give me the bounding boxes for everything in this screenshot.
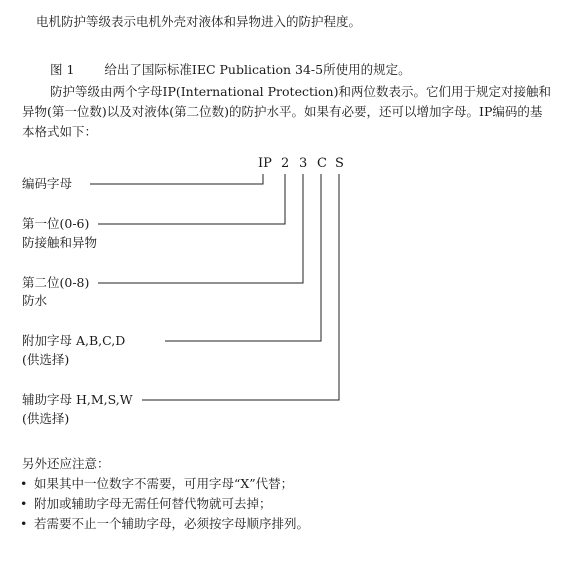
- connector-additional: [165, 174, 321, 341]
- note-text: 如果其中一位数字不需要，可用字母“X”代替；: [34, 476, 294, 491]
- note-item: [20, 496, 272, 512]
- code-char-first-digit: 2: [281, 156, 290, 171]
- label-additional-optional: (供选择): [22, 352, 70, 367]
- code-char-additional: C: [317, 156, 327, 171]
- bullet-icon: •: [20, 516, 28, 531]
- note-text: 若需要不止一个辅助字母，必须按字母顺序排列。: [34, 516, 310, 531]
- connector-code-letters: [90, 174, 263, 184]
- figure-number: 图 1: [50, 62, 75, 77]
- label-code-letters: 编码字母: [22, 176, 73, 191]
- note-item: [20, 516, 309, 532]
- label-supplementary: 辅助字母 H,M,S,W: [22, 392, 133, 407]
- figure-description: 给出了国际标准IEC Publication 34-5所使用的规定。: [104, 62, 411, 77]
- bullet-icon: •: [20, 476, 28, 491]
- label-first-digit: 第一位(0-6): [22, 216, 90, 231]
- ip-format-paragraph: 防护等级由两个字母IP(International Protection)和两位数表示。它们用于规定对接触和异物(第一位数)以及对液体(第二位数)的防护水平。如果有必要，还可以增加字母。IP编码的基本格式如下：: [22, 84, 551, 139]
- label-second-digit-desc: 防水: [22, 293, 48, 308]
- label-supplementary-optional: (供选择): [22, 411, 70, 426]
- label-second-digit: 第二位(0-8): [22, 275, 90, 290]
- note-item: [20, 476, 293, 492]
- bullet-icon: •: [20, 496, 28, 511]
- code-char-supplementary: S: [335, 156, 344, 171]
- connector-first-digit: [98, 174, 285, 224]
- label-first-digit-desc: 防接触和异物: [22, 235, 98, 250]
- notes-title: 另外还应注意：: [22, 456, 110, 471]
- code-char-second-digit: 3: [299, 156, 308, 171]
- label-additional: 附加字母 A,B,C,D: [22, 333, 126, 348]
- code-char-ip: IP: [258, 156, 272, 171]
- note-text: 附加或辅助字母无需任何替代物就可去掉；: [34, 496, 272, 511]
- intro-text: 电机防护等级表示电机外壳对液体和异物进入的防护程度。: [36, 14, 362, 29]
- connector-second-digit: [98, 174, 303, 283]
- connector-supplementary: [142, 174, 339, 400]
